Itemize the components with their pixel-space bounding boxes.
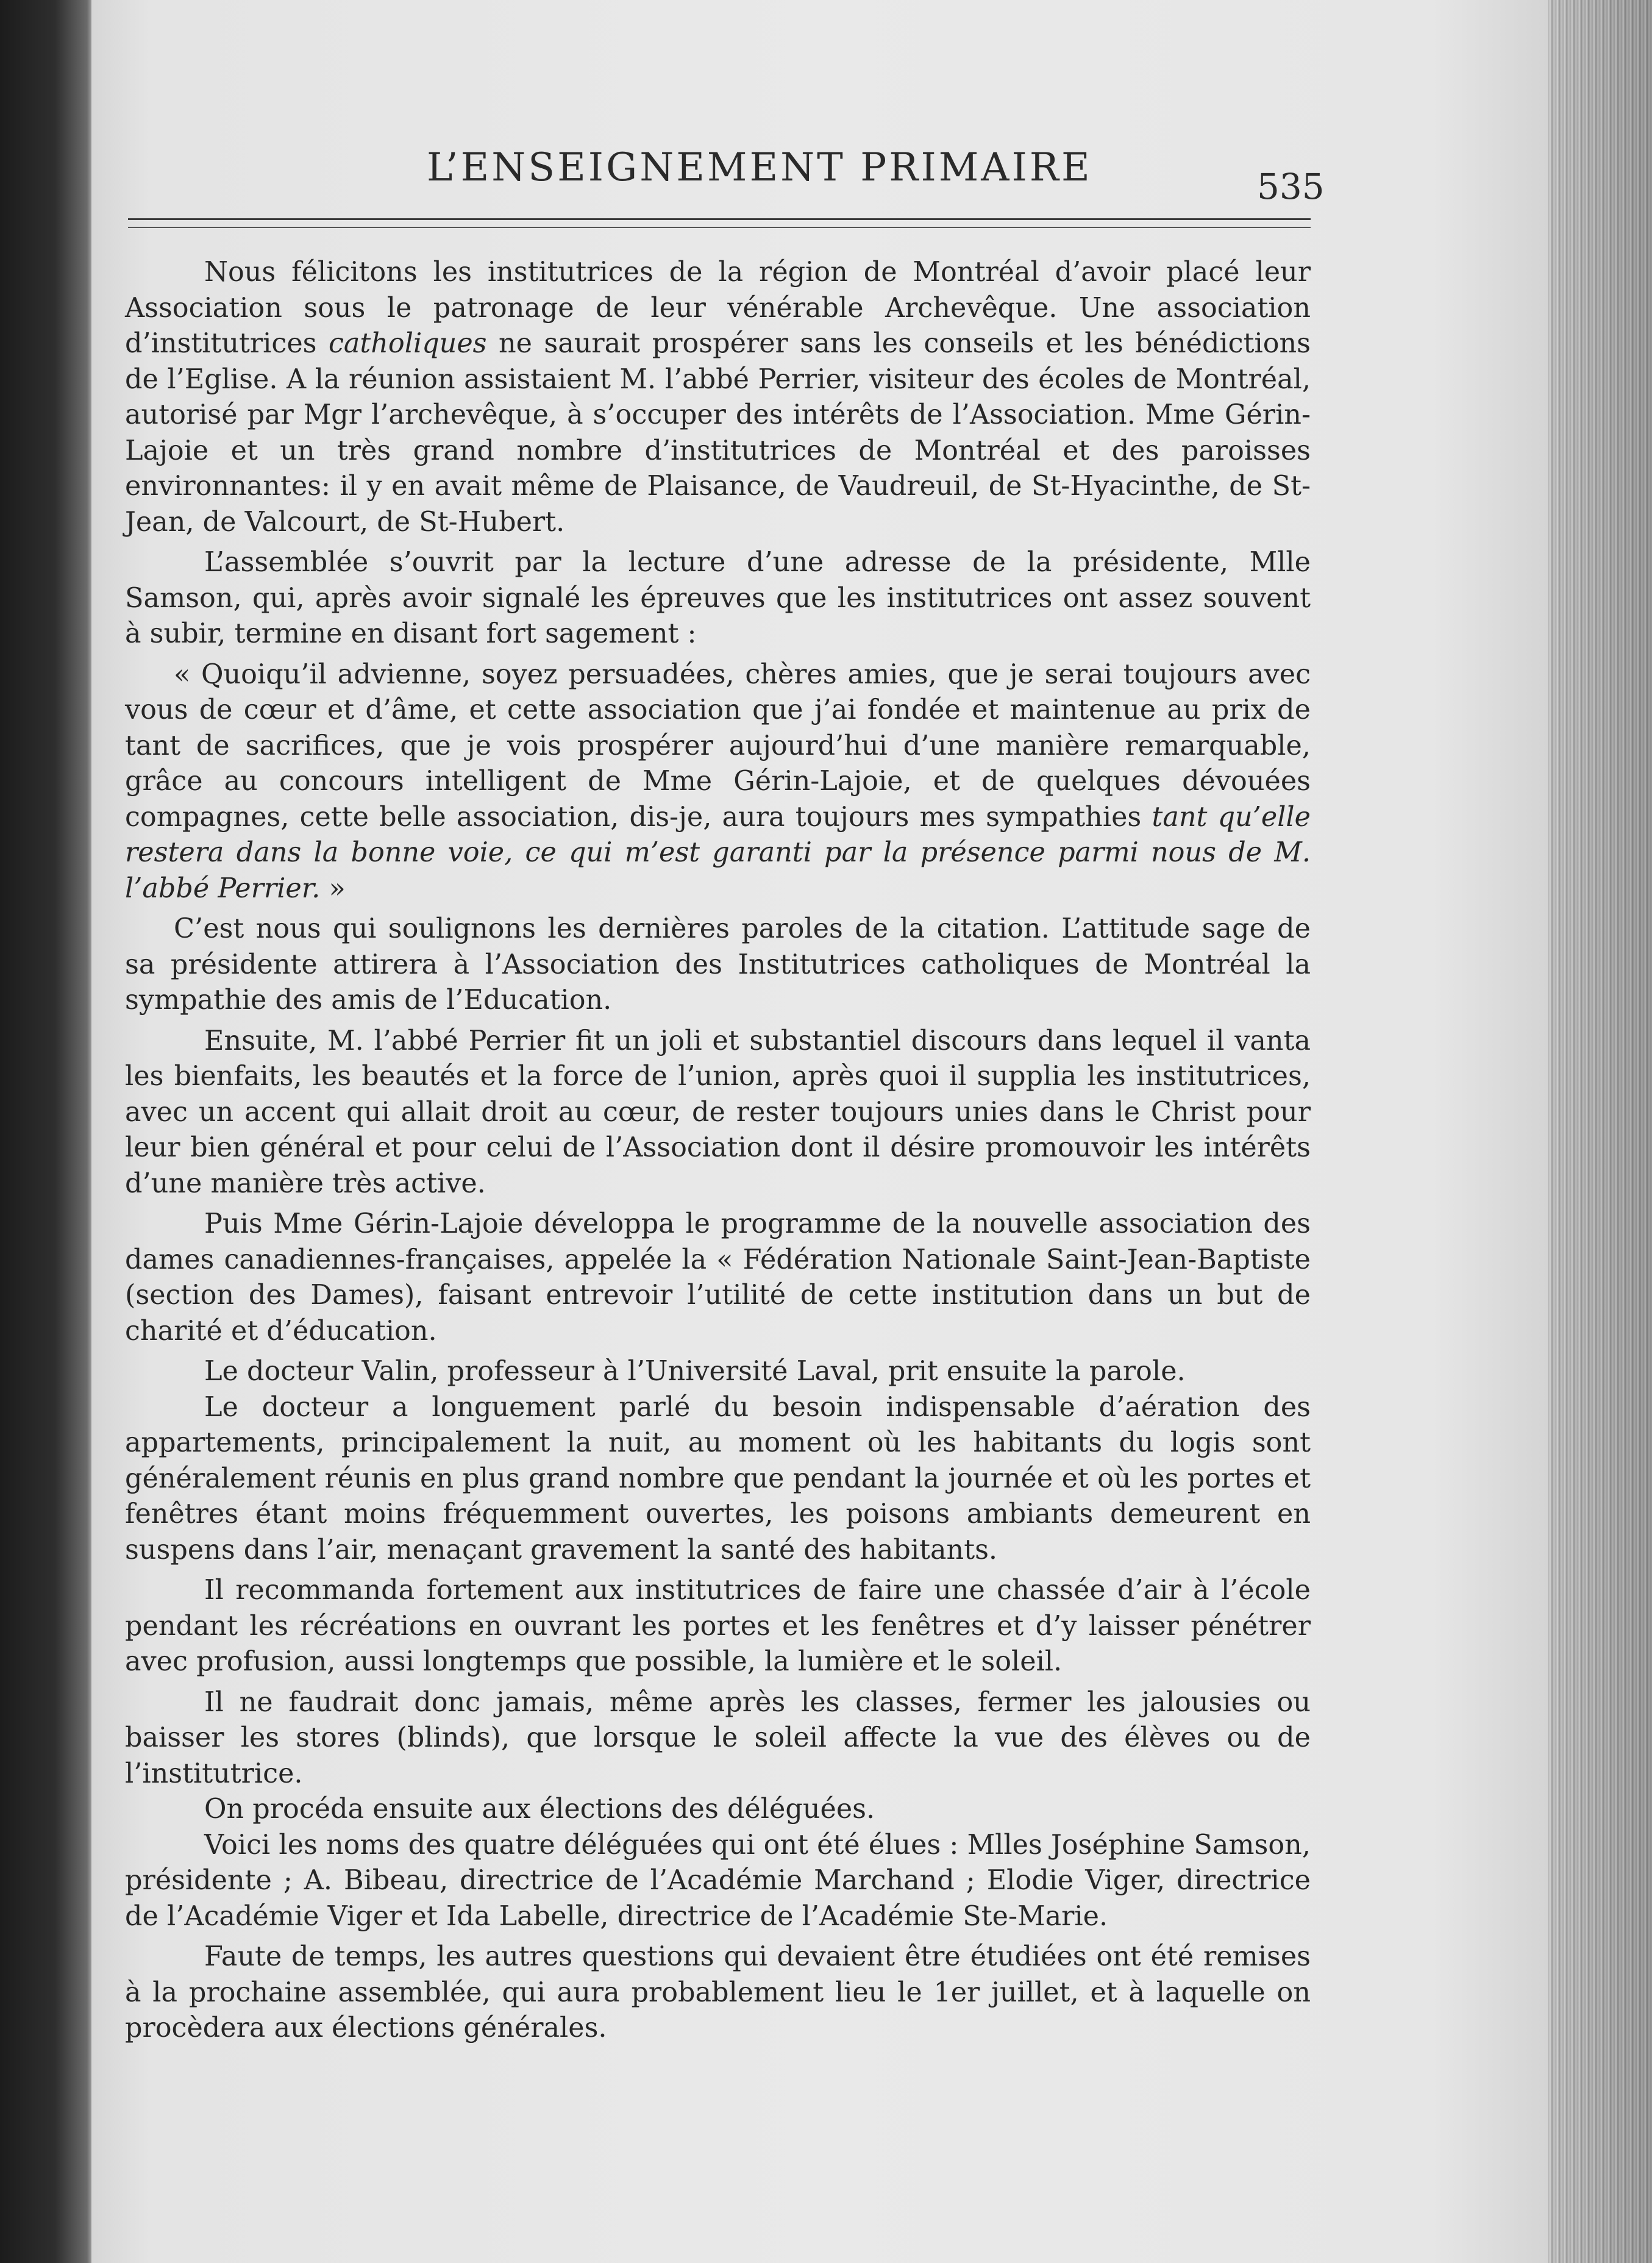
paragraph-1-text: Nous félicitons les institutrices de la région de Montréal d’avoir placé leur Association sous le patronage de leur vénérable Archevêque. Une association d’institutrices <box>125 257 1311 359</box>
article-body <box>125 255 1311 2051</box>
page-number: 535 <box>1257 166 1325 207</box>
paragraph-11: Voici les noms des quatre déléguées qui ont été élues : Mlles Joséphine Samson, présidente ; A. Bibeau, directrice de l’Académie Marchand ; Elodie Viger, directrice de l’Académie Viger et Ida Labelle, directrice de l’Académie Ste-Marie. <box>125 1829 1311 1932</box>
paragraph-6: Le docteur Valin, professeur à l’Université Laval, prit ensuite la parole. <box>204 1356 1186 1387</box>
paragraph-3: C’est nous qui soulignons les dernières paroles de la citation. L’attitude sage de sa présidente attirera à l’Association des Institutrices catholiques de Montréal la sympathie des amis de l’Education. <box>125 913 1311 1016</box>
block-quote <box>125 657 1311 907</box>
paragraph-1-text-cont: ne saurait prospérer sans les conseils et les bénédictions de l’Eglise. A la réunion assistaient M. l’abbé Perrier, visiteur des écoles de Montréal, autorisé par Mgr l’archevêque, à s’occuper des intérêts de l’Association. Mme Gérin-Lajoie et un très grand nombre d’institutrices de Montréal et des paroisses environnantes: il y en avait même de Plaisance, de Vaudreuil, de St-Hyacinthe, de St-Jean, de Valcourt, de St-Hubert. <box>125 328 1311 538</box>
header-rule-thin <box>128 227 1311 228</box>
paragraph-12: Faute de temps, les autres questions qui devaient être étudiées ont été remises à la prochaine assemblée, qui aura probablement lieu le 1er juillet, et à laquelle on procèdera aux élections générales. <box>125 1941 1311 2044</box>
paragraph-4: Ensuite, M. l’abbé Perrier fit un joli et substantiel discours dans lequel il vanta les bienfaits, les beautés et la force de l’union, après quoi il supplia les institutrices, avec un accent qui allait droit au cœur, de rester toujours unies dans le Christ pour leur bien général et pour celui de l’Association dont il désire promouvoir les intérêts d’une manière très active. <box>125 1025 1311 1199</box>
scanner-edge-left <box>0 0 91 2263</box>
running-head: L’ENSEIGNEMENT PRIMAIRE <box>427 145 1092 190</box>
paragraph-1-italic: catholiques <box>328 328 487 359</box>
book-page-edges <box>1548 0 1652 2263</box>
paragraph-7: Le docteur a longuement parlé du besoin indispensable d’aération des appartements, principalement la nuit, au moment où les habitants du logis sont généralement réunis en plus grand nombre que pendant la journée et où les portes et fenêtres étant moins fréquemment ouvertes, les poisons ambiants demeurent en suspens dans l’air, menaçant gravement la santé des habitants. <box>125 1391 1311 1566</box>
quote-roman: « Quoiqu’il advienne, soyez persuadées, chères amies, que je serai toujours avec vous de cœur et d’âme, et cette association que j’ai fondée et maintenue au prix de tant de sacrifices, que je vois prospérer aujourd’hui d’une manière remarquable, grâce au concours intelligent de Mme Gérin-Lajoie, et de quelques dévouées compagnes, cette belle association, dis-je, aura toujours mes sympathies <box>125 658 1311 833</box>
paragraph-2: L’assemblée s’ouvrit par la lecture d’une adresse de la présidente, Mlle Samson, qui, après avoir signalé les épreuves que les institutrices ont assez souvent à subir, termine en disant fort sagement : <box>125 547 1311 649</box>
paragraph-1 <box>125 255 1311 540</box>
paragraph-10: On procéda ensuite aux élections des déléguées. <box>204 1794 875 1825</box>
paragraph-5: Puis Mme Gérin-Lajoie développa le programme de la nouvelle association des dames canadiennes-françaises, appelée la « Fédération Nationale Saint-Jean-Baptiste (section des Dames), faisant entrevoir l’utilité de cette institution dans un but de charité et d’éducation. <box>125 1208 1311 1347</box>
paragraph-8: Il recommanda fortement aux institutrices de faire une chassée d’air à l’école pendant les récréations en ouvrant les portes et les fenêtres et d’y laisser pénétrer avec profusion, aussi longtemps que possible, la lumière et le soleil. <box>125 1575 1311 1677</box>
paragraph-9: Il ne faudrait donc jamais, même après les classes, fermer les jalousies ou baisser les stores (blinds), que lorsque le soleil affecte la vue des élèves ou de l’institutrice. <box>125 1686 1311 1789</box>
header-rule <box>128 218 1311 220</box>
quote-close: » <box>329 872 346 904</box>
quote-italic: tant qu’elle restera dans la bonne voie, ce qui m’est garanti par la présence parmi nous de M. l’abbé Perrier. <box>125 801 1311 904</box>
